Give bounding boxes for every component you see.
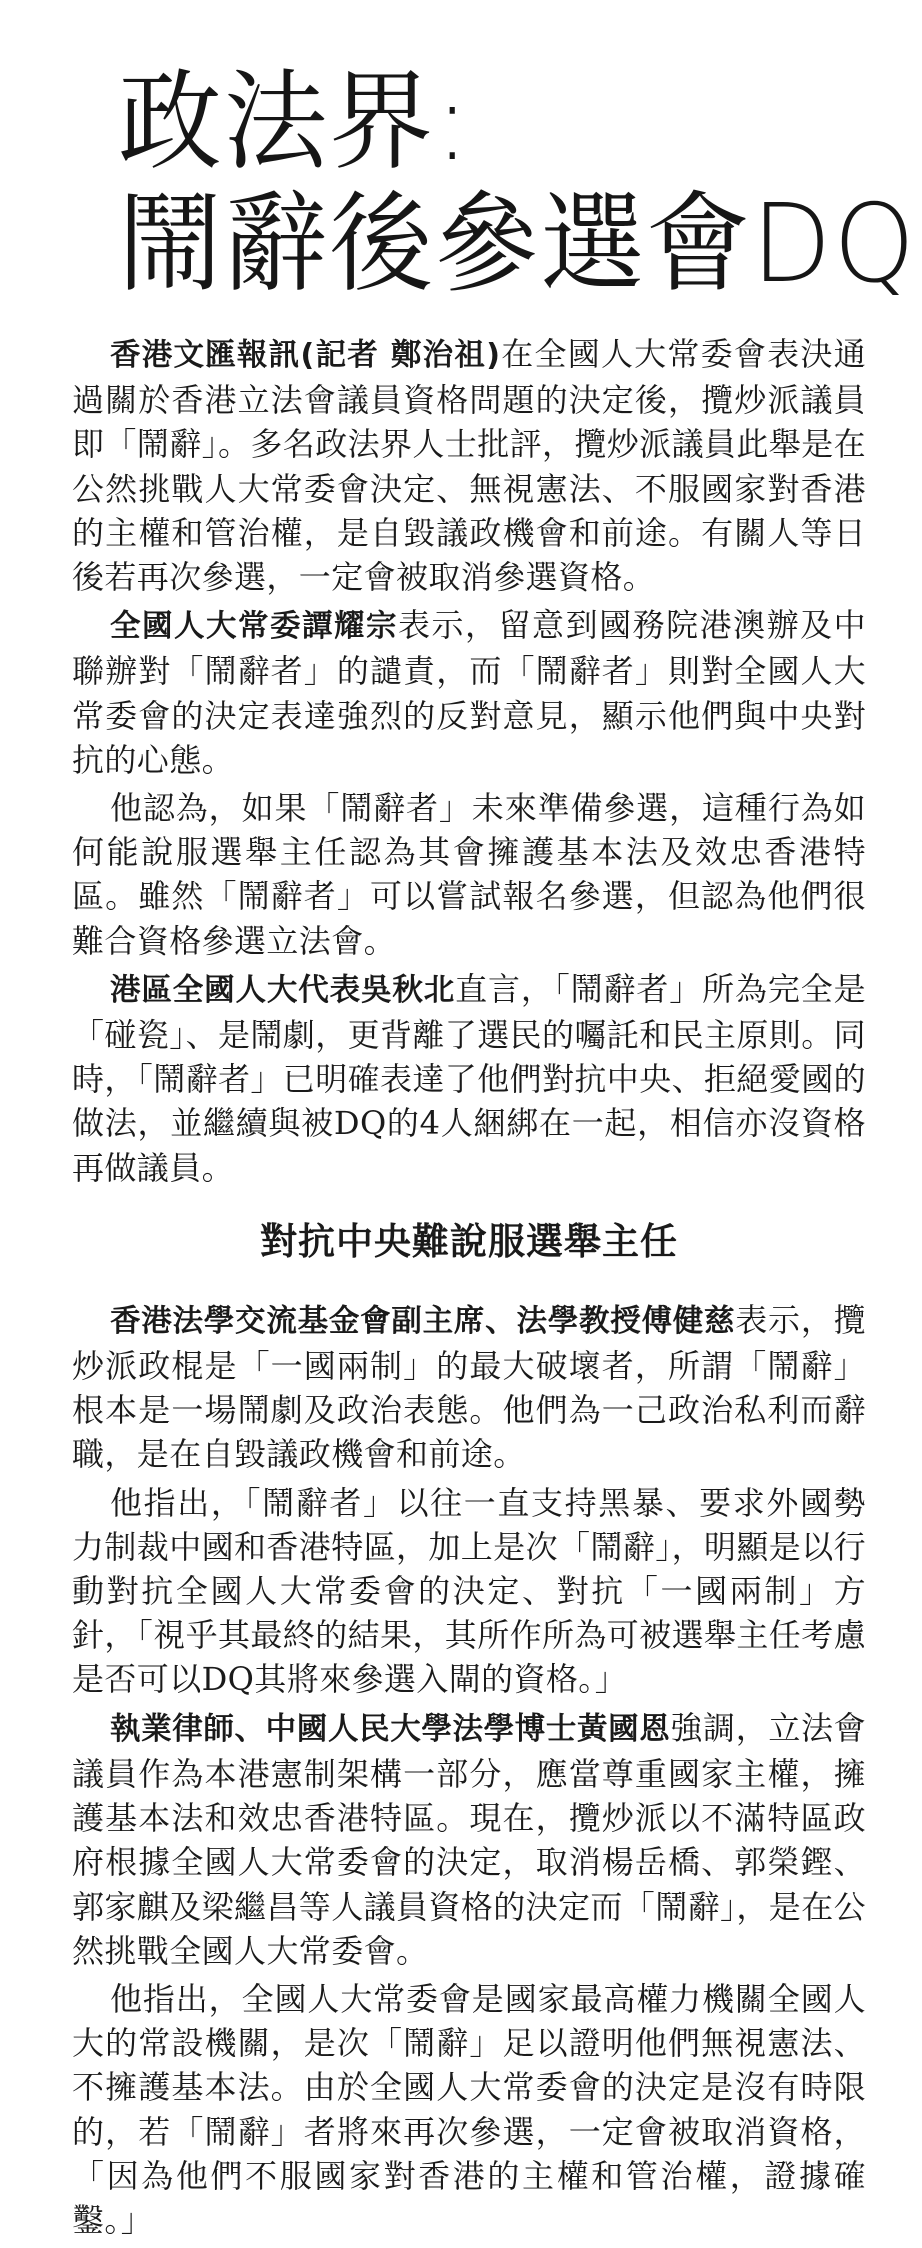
paragraph-lead: 全國人大常委譚耀宗 [110,609,399,645]
subheading: 對抗中央難說服選舉主任 [260,1219,678,1263]
paragraph-text: 在全國人大常委會表決通過關於香港立法會議員資格問題的決定後，攬炒派議員即「鬧辭」。多名政法界人士批評，攬炒派議員此舉是在公然挑戰人大常委會決定、無視憲法、不服國家對香港的主權和管治權，是自毀議政機會和前途。有關人等日後若再次參選，一定會被取消參選資格。 [72,335,867,597]
paragraph-5 [72,1298,866,1477]
paragraph-text: 表示，攬炒派政棍是「一國兩制」的最大破壞者，所謂「鬧辭」根本是一場鬧劇及政治表態。他們為一己政治私利而辭職，是在自毀議政機會和前途。 [72,1300,866,1474]
headline [118,62,917,306]
paragraph-3 [72,786,866,963]
paragraph-4 [72,967,866,1190]
paragraph-text: 表示，留意到國務院港澳辦及中聯辦對「鬧辭者」的譴責，而「鬧辭者」則對全國人大常委會的決定表達強烈的反對意見，顯示他們與中央對抗的心態。 [72,606,866,779]
paragraph-lead: 香港文匯報訊(記者 鄭治祖) [110,338,501,373]
paragraph-7 [72,1706,866,1973]
paragraph-text: 他指出，「鬧辭者」以往一直支持黑暴、要求外國勢力制裁中國和香港特區，加上是次「鬧辭」，明顯是以行動對抗全國人大常委會的決定、對抗「一國兩制」方針，「視乎其最終的結果，其所作所為可被選舉主任考慮是否可以DQ其將來參選入閘的資格。」 [72,1483,867,1699]
paragraph-text: 直言，「鬧辭者」所為完全是「碰瓷」、是鬧劇，更背離了選民的囑託和民主原則。同時，「鬧辭者」已明確表達了他們對抗中央、拒絕愛國的做法，並繼續與被DQ的4人綑綁在一起，相信亦沒資格再做議員。 [72,969,867,1187]
paragraph-text: 他認為，如果「鬧辭者」未來準備參選，這種行為如何能說服選舉主任認為其會擁護基本法及效忠香港特區。雖然「鬧辭者」可以嘗試報名參選，但認為他們很難合資格參選立法會。 [72,789,866,960]
paragraph-2 [72,603,866,782]
paragraph-lead: 執業律師、中國人民大學法學博士黃國恩 [110,1711,671,1747]
paragraph-8 [72,1977,866,2242]
paragraph-1 [72,332,866,599]
paragraph-lead: 香港法學交流基金會副主席、法學教授傅健慈 [110,1303,736,1339]
headline-line-2: 鬧辭後參選會DQ [118,182,917,307]
paragraph-6 [72,1481,866,1702]
headline-line-1: 政法界: [118,60,472,185]
paragraph-text: 強調，立法會議員作為本港憲制架構一部分，應當尊重國家主權，擁護基本法和效忠香港特區。現在，攬炒派以不滿特區政府根據全國人大常委會的決定，取消楊岳橋、郭榮鏗、郭家麒及梁繼昌等人議員資格的決定而「鬧辭」，是在公然挑戰全國人大常委會。 [72,1708,867,1970]
paragraph-lead: 港區全國人大代表吳秋北 [110,972,456,1008]
paragraph-text: 他指出，全國人大常委會是國家最高權力機關全國人大的常設機關，是次「鬧辭」足以證明他們無視憲法、不擁護基本法。由於全國人大常委會的決定是沒有時限的，若「鬧辭」者將來再次參選，一定會被取消資格，「因為他們不服國家對香港的主權和管治權，證據確鑿。」 [72,1979,866,2239]
article-body [72,332,866,2246]
